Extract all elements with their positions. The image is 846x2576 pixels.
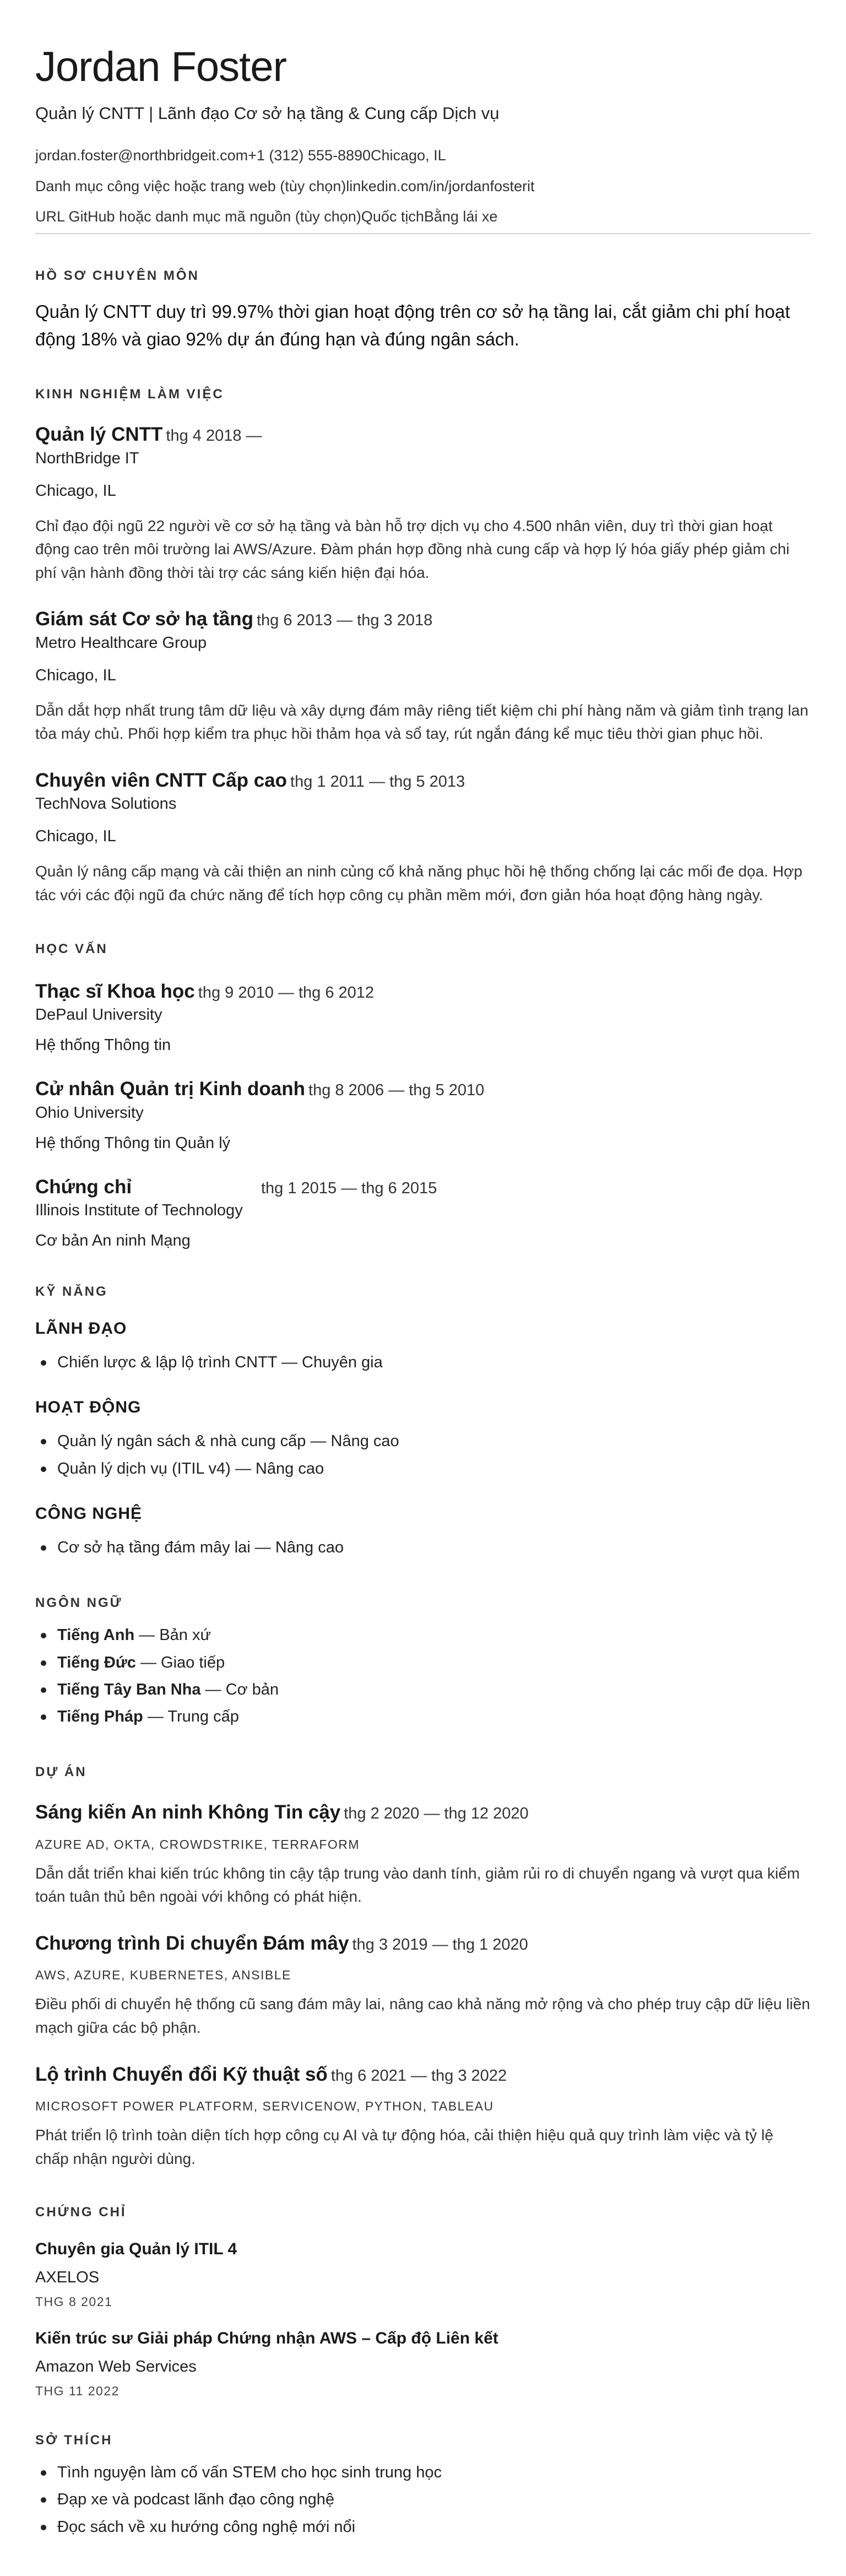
education-dates: thg 9 2010 — thg 6 2012: [198, 983, 375, 1002]
language-item: [35, 1649, 811, 1676]
project-description: Dẫn dắt triển khai kiến trúc không tin cậy tập trung vào danh tính, giảm rủi ro di chuyển ngang và vượt qua kiểm toán tuân thủ bên ngoài với không có phát hiện.: [35, 1864, 800, 1906]
education-dates: thg 8 2006 — thg 5 2010: [308, 1081, 485, 1100]
language-level: — Cơ bản: [200, 1680, 279, 1698]
institution: Illinois Institute of Technology: [35, 1202, 243, 1220]
job-location: Chicago, IL: [35, 666, 116, 684]
section-title-experience: KINH NGHIỆM LÀM VIỆC: [35, 387, 224, 402]
experience-entry: [35, 607, 811, 746]
certification-entry: [35, 2240, 811, 2309]
project-entry: [35, 1931, 811, 2040]
language-name: Tiếng Anh: [57, 1626, 135, 1644]
institution: Ohio University: [35, 1103, 144, 1122]
projects-section: [35, 1765, 811, 2171]
employer: Metro Healthcare Group: [35, 634, 207, 652]
skill-list: [35, 1428, 811, 1482]
project-description: Phát triển lộ trình toàn diện tích hợp công cụ AI và tự động hóa, cải thiện hiệu quả quy trình làm việc và tỷ lệ chấp nhận người dùng.: [35, 2126, 773, 2167]
skill-category: CÔNG NGHỆ: [35, 1504, 143, 1523]
project-tech-tags: AWS, AZURE, KUBERNETES, ANSIBLE: [35, 1968, 291, 1983]
job-location: Chicago, IL: [35, 481, 116, 500]
employer: TechNova Solutions: [35, 795, 177, 813]
certification-issuer: AXELOS: [35, 2269, 100, 2287]
interest-item: Đọc sách về xu hướng công nghệ mới nổi: [35, 2514, 811, 2541]
project-description: Điều phối di chuyển hệ thống cũ sang đám mây lai, nâng cao khả năng mở rộng và cho phép truy cập dữ liệu liền mạch giữa các bộ phận.: [35, 1995, 810, 2037]
project-tech-tags: AZURE AD, OKTA, CROWDSTRIKE, TERRAFORM: [35, 1837, 360, 1852]
skill-item: Quản lý ngân sách & nhà cung cấp — Nâng cao: [35, 1428, 811, 1455]
summary-text: Quản lý CNTT duy trì 99.97% thời gian hoạt động trên cơ sở hạ tầng lai, cắt giảm chi phí hoạt động 18% và giao 92% dự án đúng hạn và đúng ngân sách.: [35, 301, 790, 349]
resume-header: [35, 45, 811, 234]
job-description: Dẫn dắt hợp nhất trung tâm dữ liệu và xây dựng đám mây riêng tiết kiệm chi phí hàng năm và giảm tình trạng lan tỏa máy chủ. Phối hợp kiểm tra phục hồi thảm họa và sổ tay, rút ngắn đáng kể mục tiêu thời gian phục hồi.: [35, 701, 809, 743]
job-description: Quản lý nâng cấp mạng và cải thiện an ninh củng cố khả năng phục hồi hệ thống chống lại các mối đe dọa. Hợp tác với các đội ngũ đa chức năng để tích hợp công cụ phần mềm mới, đơn giản hóa hoạt động hàng ngày.: [35, 863, 802, 903]
skill-group: [35, 1505, 811, 1561]
certifications-section: [35, 2205, 811, 2399]
interest-item: Tình nguyện làm cố vấn STEM cho học sinh trung học: [35, 2459, 811, 2486]
education-dates: thg 1 2015 — thg 6 2015: [261, 1179, 437, 1197]
field-of-study: Hệ thống Thông tin: [35, 1036, 171, 1054]
education-entry: [35, 1076, 811, 1152]
section-title-languages: NGÔN NGỮ: [35, 1595, 123, 1611]
skill-group: [35, 1319, 811, 1376]
degree: Chứng chỉ: [35, 1176, 132, 1198]
language-level: — Bản xứ: [134, 1626, 211, 1644]
project-tech-tags: MICROSOFT POWER PLATFORM, SERVICENOW, PYTHON, TABLEAU: [35, 2099, 494, 2114]
interest-item: Đạp xe và podcast lãnh đạo công nghệ: [35, 2486, 811, 2513]
language-list: [35, 1622, 811, 1730]
project-dates: thg 6 2021 — thg 3 2022: [330, 2066, 507, 2085]
language-name: Tiếng Pháp: [57, 1708, 143, 1726]
experience-entry: [35, 422, 811, 585]
project-entry: [35, 1800, 811, 1909]
degree: Cử nhân Quản trị Kinh doanh: [35, 1078, 306, 1100]
language-name: Tiếng Tây Ban Nha: [57, 1680, 201, 1698]
language-item: [35, 1703, 811, 1730]
experience-section: [35, 387, 811, 907]
job-location: Chicago, IL: [35, 827, 116, 846]
education-section: [35, 941, 811, 1251]
section-title-certifications: CHỨNG CHỈ: [35, 2205, 127, 2220]
experience-entry: [35, 768, 811, 907]
certification-title: Kiến trúc sư Giải pháp Chứng nhận AWS – Cấp độ Liên kết: [35, 2329, 498, 2348]
project-dates: thg 3 2019 — thg 1 2020: [352, 1935, 528, 1953]
section-title-education: HỌC VẤN: [35, 941, 108, 956]
language-level: — Trung cấp: [143, 1708, 239, 1726]
language-item: [35, 1676, 811, 1703]
job-description: Chỉ đạo đội ngũ 22 người về cơ sở hạ tầng và bàn hỗ trợ dịch vụ cho 4.500 nhân viên, duy trì thời gian hoạt động cao trên môi trường lai AWS/Azure. Đàm phán hợp đồng nhà cung cấp và hợp lý hóa giấy phép giảm chi phí vận hành đồng thời tài trợ các sáng kiến hiện đại hóa.: [35, 517, 790, 581]
project-title: Sáng kiến An ninh Không Tin cậy: [35, 1801, 341, 1823]
job-dates: thg 1 2011 — thg 5 2013: [290, 772, 465, 791]
skills-section: [35, 1284, 811, 1561]
certification-date: THG 11 2022: [35, 2384, 120, 2399]
skill-category: LÃNH ĐẠO: [35, 1319, 127, 1338]
certification-date: THG 8 2021: [35, 2294, 113, 2309]
skill-category: HOẠT ĐỘNG: [35, 1398, 142, 1417]
skill-group: [35, 1398, 811, 1482]
project-dates: thg 2 2020 — thg 12 2020: [344, 1805, 529, 1823]
contact-line-github-nationality-license: URL GitHub hoặc danh mục mã nguồn (tùy chọn)Quốc tịchBằng lái xe: [35, 208, 498, 225]
languages-section: [35, 1595, 811, 1730]
skill-item: Chiến lược & lập lộ trình CNTT — Chuyên gia: [35, 1349, 811, 1376]
summary-section: [35, 268, 811, 353]
section-title-skills: KỸ NĂNG: [35, 1284, 108, 1300]
section-title-interests: SỞ THÍCH: [35, 2433, 113, 2448]
skill-item: Quản lý dịch vụ (ITIL v4) — Nâng cao: [35, 1455, 811, 1482]
job-dates: thg 6 2013 — thg 3 2018: [256, 611, 433, 630]
header-divider: [35, 233, 811, 234]
education-entry: [35, 979, 811, 1055]
language-name: Tiếng Đức: [57, 1653, 136, 1671]
education-entry: [35, 1175, 811, 1251]
certification-entry: [35, 2329, 811, 2399]
institution: DePaul University: [35, 1006, 162, 1024]
skill-list: [35, 1534, 811, 1561]
field-of-study: Hệ thống Thông tin Quản lý: [35, 1134, 231, 1152]
skill-list: [35, 1349, 811, 1376]
candidate-name: Jordan Foster: [35, 44, 286, 90]
job-title: Chuyên viên CNTT Cấp cao: [35, 769, 288, 791]
field-of-study: Cơ bản An ninh Mạng: [35, 1232, 191, 1250]
job-title: Quản lý CNTT: [35, 424, 163, 446]
section-title-summary: HỒ SƠ CHUYÊN MÔN: [35, 268, 199, 284]
employer: NorthBridge IT: [35, 449, 139, 467]
section-title-projects: DỰ ÁN: [35, 1765, 87, 1780]
contact-line-email-phone-location: jordan.foster@northbridgeit.com+1 (312) 555-8890Chicago, IL: [35, 147, 446, 164]
project-entry: [35, 2062, 811, 2171]
interest-list: [35, 2459, 811, 2541]
interests-section: [35, 2433, 811, 2541]
job-dates: thg 4 2018 —: [166, 427, 262, 445]
headline: Quản lý CNTT | Lãnh đạo Cơ sở hạ tầng & Cung cấp Dịch vụ: [35, 103, 500, 123]
certification-title: Chuyên gia Quản lý ITIL 4: [35, 2240, 237, 2259]
contact-line-portfolio-linkedin: Danh mục công việc hoặc trang web (tùy chọn)linkedin.com/in/jordanfosterit: [35, 177, 535, 194]
certification-issuer: Amazon Web Services: [35, 2358, 197, 2376]
language-level: — Giao tiếp: [135, 1653, 225, 1671]
skill-item: Cơ sở hạ tầng đám mây lai — Nâng cao: [35, 1534, 811, 1561]
job-title: Giám sát Cơ sở hạ tầng: [35, 608, 253, 630]
language-item: [35, 1622, 811, 1649]
project-title: Lộ trình Chuyển đổi Kỹ thuật số: [35, 2063, 328, 2085]
degree: Thạc sĩ Khoa học: [35, 980, 195, 1002]
project-title: Chương trình Di chuyển Đám mây: [35, 1932, 349, 1954]
